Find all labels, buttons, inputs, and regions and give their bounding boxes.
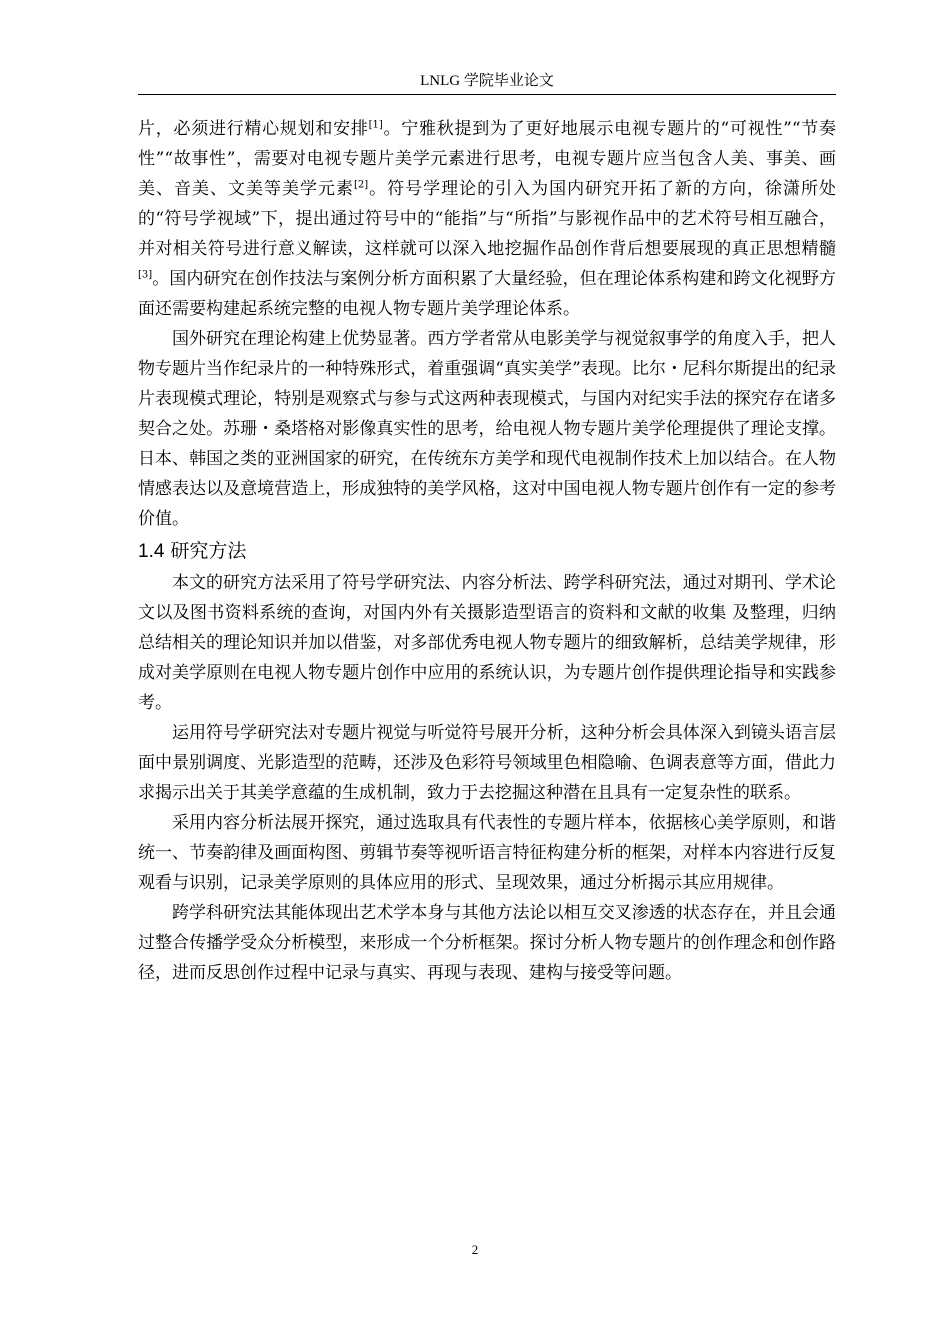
page-number: 2	[471, 1242, 479, 1257]
paragraph-interdisciplinary: 跨学科研究法其能体现出艺术学本身与其他方法论以相互交叉渗透的状态存在，并且会通过整合传播学受众分析模型，来形成一个分析框架。探讨分析人物专题片的创作理念和创作路径，进而反思创作过程中记录与真实、再现与表现、建构与接受等问题。	[138, 903, 836, 983]
paragraph-literature-domestic	[138, 114, 836, 324]
paragraph-text: 片，必须进行精心规划和安排	[138, 119, 369, 139]
page-header: LNLG 学院毕业论文	[420, 73, 554, 89]
citation-ref: [2]	[353, 179, 369, 191]
section-title: 研究方法	[170, 540, 247, 562]
paragraph-text: 。符号学理论的引入为国内研究开拓了新的方向，徐潇所处的“符号学视域”下，提出通过符号中的“能指”与“所指”与影视作品中的艺术符号相互融合，并对相关符号进行意义解读，这样就可以深入地挖掘作品创作背后想要展现的真正思想精髓	[138, 179, 837, 259]
citation-ref: [1]	[368, 119, 383, 131]
section-heading	[138, 534, 836, 568]
header-divider	[138, 94, 836, 95]
paragraph-methods-overview: 本文的研究方法采用了符号学研究法、内容分析法、跨学科研究法，通过对期刊、学术论文以及图书资料系统的查询，对国内外有关摄影造型语言的资料和文献的收集 及整理，归纳总结相关的理论知识并加以借鉴，对多部优秀电视人物专题片的细致解析，总结美学规律，形成对美学原则在电视人物专题片创作中应用的系统认识，为专题片创作提供理论指导和实践参考。	[138, 573, 836, 713]
paragraph-semiotics-method: 运用符号学研究法对专题片视觉与听觉符号展开分析，这种分析会具体深入到镜头语言层面中景别调度、光影造型的范畴，还涉及色彩符号领域里色相隐喻、色调表意等方面，借此力求揭示出关于其美学意蕴的生成机制，致力于去挖掘这种潜在且具有一定复杂性的联系。	[138, 723, 836, 803]
document-body	[138, 114, 836, 988]
paragraph-literature-foreign: 国外研究在理论构建上优势显著。西方学者常从电影美学与视觉叙事学的角度入手，把人物专题片当作纪录片的一种特殊形式，着重强调“真实美学”表现。比尔・尼科尔斯提出的纪录片表现模式理论，特别是观察式与参与式这两种表现模式，与国内对纪实手法的探究存在诸多契合之处。苏珊・桑塔格对影像真实性的思考，给电视人物专题片美学伦理提供了理论支撑。日本、韩国之类的亚洲国家的研究，在传统东方美学和现代电视制作技术上加以结合。在人物情感表达以及意境营造上，形成独特的美学风格，这对中国电视人物专题片创作有一定的参考价值。	[138, 329, 836, 529]
paragraph-text: 。宁雅秋提到为了更好地展示电视专题片的“可视性”“节奏性”“故事性”，需要对电视专题片美学元素进行思考，电视专题片应当包含人美、事美、画美、音美、文美等美学元素	[138, 119, 837, 199]
paragraph-text: 。国内研究在创作技法与案例分析方面积累了大量经验，但在理论体系构建和跨文化视野方面还需要构建起系统完整的电视人物专题片美学理论体系。	[138, 269, 836, 319]
citation-ref: [3]	[138, 269, 153, 281]
paragraph-content-analysis: 采用内容分析法展开探究，通过选取具有代表性的专题片样本，依据核心美学原则，和谐统一、节奏韵律及画面构图、剪辑节奏等视听语言特征构建分析的框架，对样本内容进行反复观看与识别，记录美学原则的具体应用的形式、呈现效果，通过分析揭示其应用规律。	[138, 813, 836, 893]
section-number: 1.4	[138, 541, 165, 562]
